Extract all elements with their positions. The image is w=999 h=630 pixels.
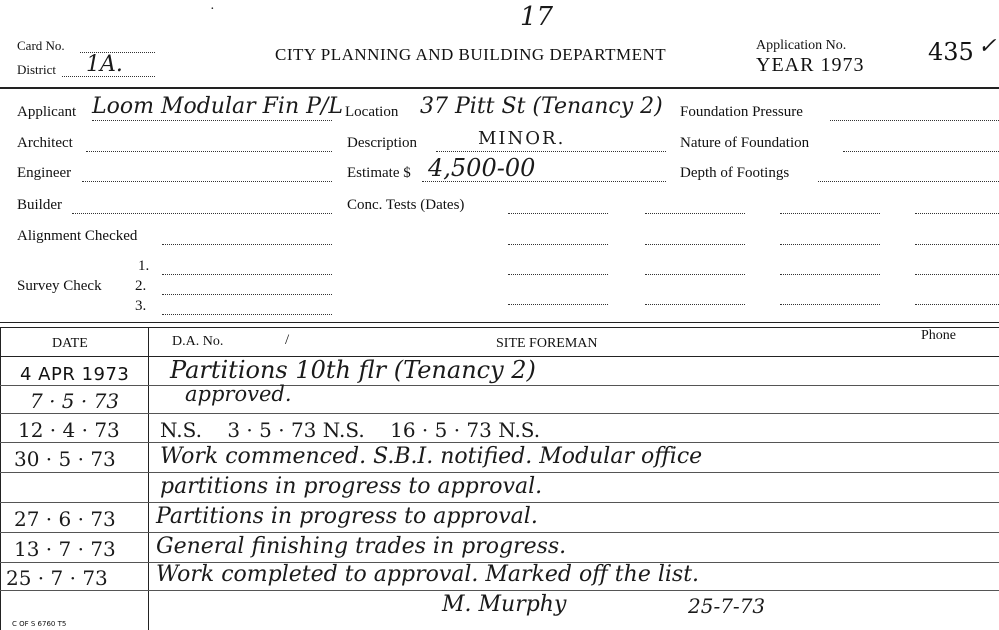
log-text-7: General finishing trades in progress.: [156, 534, 567, 559]
architect-label: Architect: [17, 135, 73, 151]
conc-line-14: [645, 304, 745, 305]
conc-line-5: [508, 244, 608, 245]
top-rule: [0, 87, 999, 89]
conc-line-13: [508, 304, 608, 305]
conc-line-10: [645, 274, 745, 275]
conc-line-9: [508, 274, 608, 275]
application-no-label: Application No.: [756, 38, 847, 53]
log-text-6: Partitions in progress to approval.: [156, 504, 538, 529]
log-date-7: 13 · 7 · 73: [14, 537, 116, 561]
log-date-4: 30 · 5 · 73: [14, 447, 116, 471]
estimate-label: Estimate $: [347, 165, 411, 181]
applicant-value: Loom Modular Fin P/L: [92, 94, 343, 119]
conc-line-2: [645, 213, 745, 214]
row-rule-1: [0, 385, 999, 386]
conc-tests-label: Conc. Tests (Dates): [347, 197, 465, 213]
survey-1-line: [162, 274, 332, 275]
phone-header: Phone: [921, 328, 956, 343]
conc-line-8: [915, 244, 999, 245]
nature-of-foundation-label: Nature of Foundation: [680, 135, 810, 151]
description-value: MINOR.: [478, 128, 566, 149]
builder-line: [72, 213, 332, 214]
log-text-8: Work completed to approval. Marked off the list.: [156, 562, 700, 587]
engineer-label: Engineer: [17, 165, 72, 181]
nature-line: [843, 151, 999, 152]
log-text-1: Partitions 10th flr (Tenancy 2): [170, 356, 536, 384]
ink-dot: ·: [210, 2, 215, 17]
depth-of-footings-label: Depth of Footings: [680, 165, 790, 181]
signature-date: 25-7-73: [688, 594, 766, 618]
conc-line-1: [508, 213, 608, 214]
foundation-pressure-label: Foundation Pressure: [680, 104, 803, 120]
survey-2-line: [162, 294, 332, 295]
log-date-8: 25 · 7 · 73: [6, 566, 108, 590]
page-mark: 17: [520, 2, 554, 32]
district-value: 1A.: [86, 52, 123, 77]
section-rule-top: [0, 322, 999, 323]
engineer-line: [82, 181, 332, 182]
log-date-2: 7 · 5 · 73: [30, 389, 120, 413]
conc-line-4: [915, 213, 999, 214]
applicant-label: Applicant: [17, 104, 77, 120]
conc-line-15: [780, 304, 880, 305]
foreman-signature: M. Murphy: [442, 592, 567, 617]
department-title: CITY PLANNING AND BUILDING DEPARTMENT: [275, 45, 667, 64]
survey-3-label: 3.: [135, 298, 147, 314]
row-rule-3: [0, 442, 999, 443]
log-text-3: N.S. 3 · 5 · 73 N.S. 16 · 5 · 73 N.S.: [160, 418, 541, 442]
alignment-line: [162, 244, 332, 245]
district-label: District: [17, 62, 56, 77]
da-no-mark: /: [285, 332, 290, 348]
conc-line-3: [780, 213, 880, 214]
conc-line-11: [780, 274, 880, 275]
applicant-line: [92, 120, 332, 121]
application-number: 435: [928, 38, 974, 66]
conc-line-16: [915, 304, 999, 305]
conc-line-6: [645, 244, 745, 245]
log-text-5: partitions in progress to approval.: [160, 474, 543, 499]
row-rule-2: [0, 413, 999, 414]
survey-3-line: [162, 314, 332, 315]
builder-label: Builder: [17, 197, 62, 213]
form-code: C OF S 6760 T5: [12, 620, 67, 628]
conc-line-12: [915, 274, 999, 275]
year-label: YEAR 1973: [756, 54, 865, 76]
log-date-1: 4 APR 1973: [20, 364, 130, 385]
alignment-checked-label: Alignment Checked: [17, 228, 138, 244]
log-date-3: 12 · 4 · 73: [18, 418, 120, 442]
location-label: Location: [345, 104, 399, 120]
description-label: Description: [347, 135, 417, 151]
date-header: DATE: [52, 336, 88, 351]
description-line: [436, 151, 666, 152]
survey-2-label: 2.: [135, 278, 147, 294]
section-rule-bottom: [0, 327, 999, 328]
estimate-value: 4,500-00: [428, 154, 536, 182]
log-date-6: 27 · 6 · 73: [14, 507, 116, 531]
row-rule-6: [0, 532, 999, 533]
log-text-2: approved.: [185, 382, 292, 406]
left-border: [0, 327, 1, 630]
conc-line-7: [780, 244, 880, 245]
da-no-header: D.A. No.: [172, 334, 224, 349]
date-column-divider: [148, 327, 149, 630]
log-text-4: Work commenced. S.B.I. notified. Modular office: [160, 444, 703, 469]
card-no-label: Card No.: [17, 38, 65, 53]
survey-1-label: 1.: [138, 258, 150, 274]
foundation-pressure-line: [830, 120, 999, 121]
row-rule-8: [0, 590, 999, 591]
survey-check-label: Survey Check: [17, 278, 102, 294]
row-rule-5: [0, 502, 999, 503]
row-rule-4: [0, 472, 999, 473]
location-value: 37 Pitt St (Tenancy 2): [420, 94, 663, 119]
tick-mark: ✓: [978, 34, 997, 59]
architect-line: [86, 151, 332, 152]
depth-line: [818, 181, 999, 182]
site-foreman-header: SITE FOREMAN: [496, 336, 598, 351]
